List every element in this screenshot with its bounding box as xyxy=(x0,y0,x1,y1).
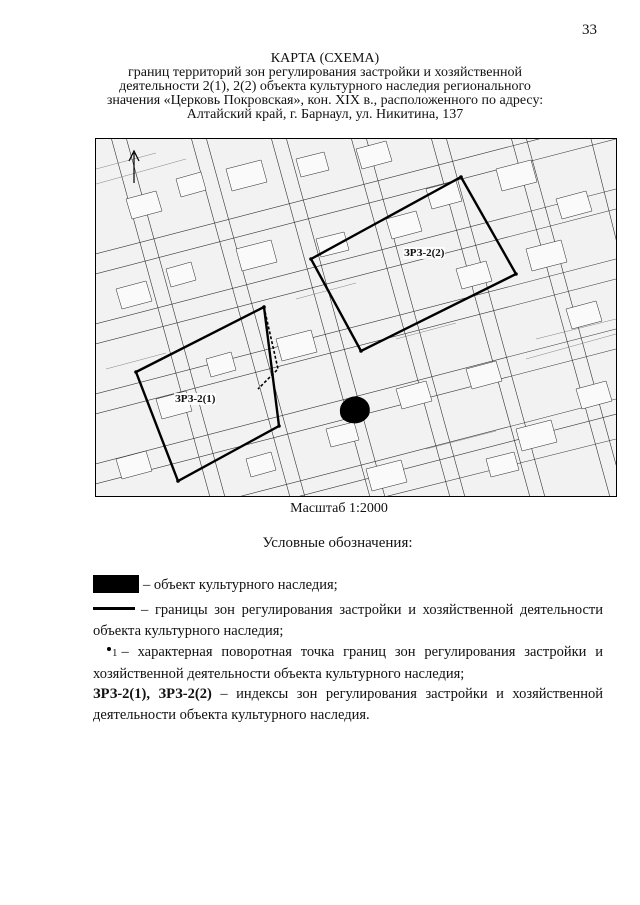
map-subtitle-line-1: границ территорий зон регулирования застройки и хозяйственной xyxy=(127,65,522,80)
legend-title: Условные обозначения: xyxy=(262,535,413,551)
boundary-line-swatch xyxy=(93,607,135,610)
heritage-object-swatch xyxy=(93,575,139,593)
legend-item-zone-indexes xyxy=(93,684,603,726)
legend-item-heritage-object xyxy=(93,575,603,596)
legend-text-zone-indexes: – индексы зон регулирования застройки и хозяйственной деятельности объекта культурного наследия. xyxy=(93,686,604,723)
zone-label-2-2: ЗРЗ-2(2) xyxy=(404,247,445,259)
legend-text-turning-point: – характерная поворотная точка границ зон регулирования застройки и хозяйственной деятельности объекта культурного наследия; xyxy=(93,644,603,682)
legend-text-zone-boundary: – границы зон регулирования застройки и хозяйственной деятельности объекта культурного наследия; xyxy=(93,602,603,639)
zone-label-2-1: ЗРЗ-2(1) xyxy=(175,393,216,405)
map-subtitle-line-4: Алтайский край, г. Барнаул, ул. Никитина, 137 xyxy=(186,107,464,122)
legend-text-heritage-object: – объект культурного наследия; xyxy=(143,577,338,593)
map-subtitle-line-3: значения «Церковь Покровская», кон. XIX в., расположенного по адресу: xyxy=(106,93,544,108)
map-title: КАРТА (СХЕМА) xyxy=(270,51,380,66)
legend-item-turning-point xyxy=(93,642,603,685)
map-subtitle-line-2: деятельности 2(1), 2(2) объекта культурного наследия регионального xyxy=(119,79,531,94)
legend-item-zone-boundary xyxy=(93,600,603,642)
map-scale: Масштаб 1:2000 xyxy=(290,501,388,516)
cadastral-map xyxy=(95,138,617,497)
map-drawing xyxy=(96,139,616,496)
page-number: 33 xyxy=(582,22,597,38)
zone-index-codes: ЗРЗ-2(1), ЗРЗ-2(2) xyxy=(93,686,212,702)
turning-point-swatch: 1 xyxy=(107,643,118,664)
map-title-block xyxy=(90,52,560,122)
